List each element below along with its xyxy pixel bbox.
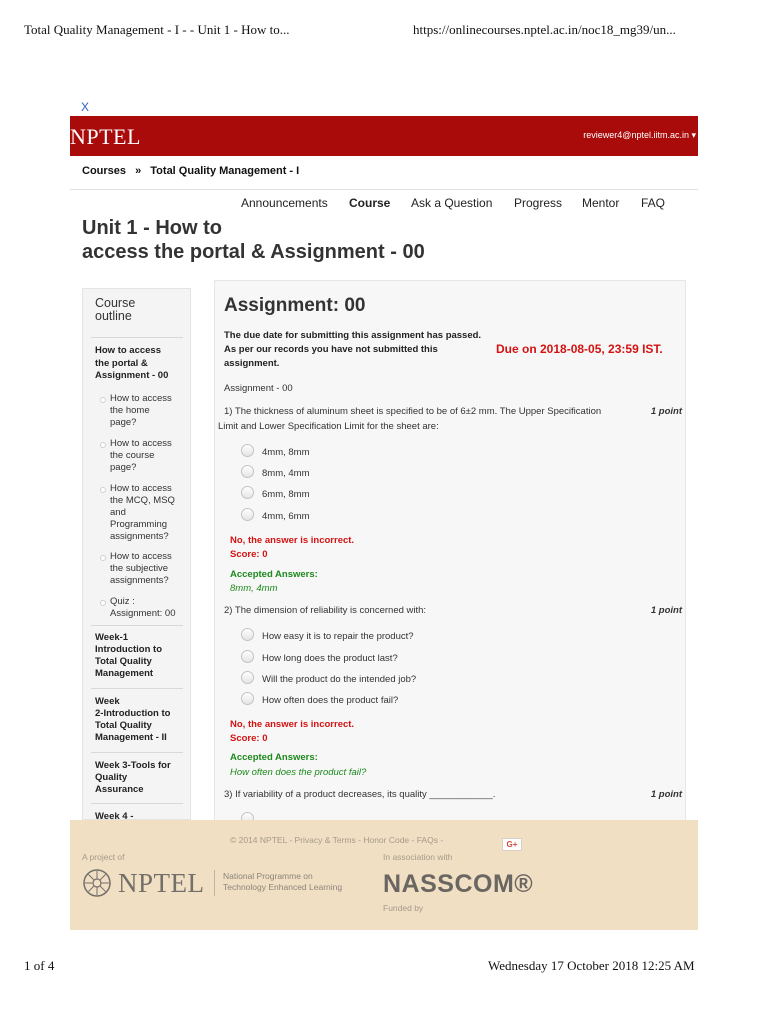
question-1-text: [218, 405, 638, 434]
sidebar-item-week-3[interactable]: [95, 760, 171, 796]
sidebar-subitem-label: the home: [110, 405, 150, 416]
nav-mentor[interactable]: Mentor: [582, 196, 620, 210]
print-footer: [0, 958, 768, 978]
sidebar-item-label: Introduction to: [95, 644, 163, 655]
sidebar-subitem-label: How to access: [110, 551, 172, 562]
sidebar-subitem-label: page?: [110, 462, 137, 473]
radio-button[interactable]: [241, 444, 254, 457]
question-2-text: [218, 604, 638, 619]
sidebar-item-week-2[interactable]: [95, 696, 170, 744]
incomplete-dot-icon: [100, 555, 106, 561]
radio-button[interactable]: [241, 692, 254, 705]
question-3-points: 1 point: [650, 789, 682, 800]
sidebar-item-label: Week 3-Tools for: [95, 760, 171, 771]
question-2-accepted-answer: How often does the product fail?: [230, 767, 367, 778]
nptel-logo[interactable]: NPTEL: [70, 124, 141, 149]
question-text-line: Limit and Lower Specification Limit for the sheet are:: [218, 420, 439, 432]
nptel-footer-logo: NPTEL: [118, 868, 205, 898]
radio-button[interactable]: [241, 465, 254, 478]
sidebar-subitem-label: the subjective: [110, 563, 169, 574]
footer-links[interactable]: © 2014 NPTEL - Privacy & Terms - Honor Code - FAQs -: [230, 835, 444, 845]
sidebar-subitem-mcq-assignments[interactable]: [110, 483, 175, 543]
incomplete-dot-icon: [100, 397, 106, 403]
programme-name-line: National Programme on: [223, 871, 313, 881]
nav-faq[interactable]: FAQ: [641, 196, 666, 210]
nasscom-logo: NASSCOM®: [383, 870, 534, 898]
google-plus-icon[interactable]: G+: [502, 838, 522, 851]
nav-announcements[interactable]: Announcements: [241, 196, 328, 210]
sidebar-item-week-4[interactable]: [95, 811, 133, 820]
sidebar-subitem-home-page[interactable]: [110, 393, 172, 429]
assignment-label: Assignment - 00: [224, 383, 293, 394]
sidebar-subitem-label: the course: [110, 450, 155, 461]
sidebar-item-label: Week-1: [95, 632, 129, 643]
radio-button[interactable]: [241, 628, 254, 641]
option-label: Will the product do the intended job?: [262, 674, 417, 685]
print-header: [0, 22, 768, 42]
sidebar-subitem-label: the MCQ, MSQ: [110, 495, 175, 506]
breadcrumb-separator: »: [135, 165, 142, 177]
site-header: [70, 116, 698, 156]
sidebar-item-label: How to access: [95, 345, 161, 356]
sidebar-subitem-label: Assignment: 00: [110, 608, 176, 619]
assignment-title: Assignment: 00: [224, 295, 366, 316]
sidebar-divider: [91, 688, 183, 689]
incomplete-dot-icon: [100, 487, 106, 493]
notice-line: The due date for submitting this assignment has passed.: [224, 330, 482, 341]
due-date: Due on 2018-08-05, 23:59 IST.: [496, 342, 663, 356]
sidebar-item-label: Week 4 -: [95, 811, 134, 820]
question-text-line: 2) The dimension of reliability is concerned with:: [224, 605, 427, 616]
nav-progress[interactable]: Progress: [514, 196, 563, 210]
sidebar-item-label: Management - II: [95, 732, 167, 743]
question-text-line: 1) The thickness of aluminum sheet is specified to be of 6±2 mm. The Upper Specification: [224, 406, 602, 417]
assignment-panel: [214, 280, 686, 825]
sidebar-subitem-label: Programming: [110, 519, 168, 530]
sidebar-subitem-label: Quiz :: [110, 596, 135, 607]
sidebar-item-label: Total Quality: [95, 656, 152, 667]
project-of-label: A project of: [82, 852, 125, 862]
radio-button[interactable]: [241, 486, 254, 499]
course-outline-heading-line: Course: [95, 296, 136, 310]
page-title-line: Unit 1 - How to: [82, 217, 222, 239]
course-outline-heading: [95, 297, 135, 323]
breadcrumb: [82, 165, 299, 177]
question-1-accepted-label: Accepted Answers:: [230, 569, 318, 580]
nav-ask-question[interactable]: Ask a Question: [411, 196, 493, 210]
question-text-line: 3) If variability of a product decreases, its quality ____________.: [224, 789, 496, 800]
print-page-title: Total Quality Management - I - - Unit 1 - How to...: [24, 22, 290, 37]
option-label: 4mm, 6mm: [262, 511, 310, 522]
question-3-text: [218, 788, 638, 803]
radio-button[interactable]: [241, 508, 254, 521]
radio-button[interactable]: [241, 671, 254, 684]
option-label: 4mm, 8mm: [262, 447, 310, 458]
close-link[interactable]: X: [81, 100, 90, 114]
page-title-line: access the portal & Assignment - 00: [82, 241, 425, 263]
site-footer: [70, 820, 698, 930]
breadcrumb-courses[interactable]: Courses: [82, 165, 127, 177]
sidebar-item-label: Quality: [95, 772, 128, 783]
notice-line: assignment.: [224, 358, 280, 369]
print-page-url: https://onlinecourses.nptel.ac.in/noc18_mg39/un...: [413, 22, 676, 37]
sidebar-subitem-label: How to access: [110, 483, 172, 494]
association-label: In association with: [383, 852, 453, 862]
sidebar-subitem-label: How to access: [110, 438, 172, 449]
option-label: How long does the product last?: [262, 653, 398, 664]
sidebar-divider: [91, 752, 183, 753]
sidebar-item-label: Week: [95, 696, 120, 707]
radio-button[interactable]: [241, 650, 254, 663]
breadcrumb-divider: [70, 189, 698, 190]
sidebar-item-label: 2-Introduction to: [95, 708, 171, 719]
nptel-emblem-icon: [82, 868, 112, 898]
option-label: How easy it is to repair the product?: [262, 631, 414, 642]
option-label: 8mm, 4mm: [262, 468, 310, 479]
notice-line: As per our records you have not submitted this: [224, 344, 438, 355]
sidebar-subitem-subjective-assignments[interactable]: [110, 551, 172, 587]
sidebar-subitem-label: assignments?: [110, 531, 169, 542]
page-title: [82, 216, 562, 264]
programme-name: [223, 871, 342, 893]
course-outline-sidebar: [82, 288, 191, 820]
question-2-accepted-label: Accepted Answers:: [230, 752, 318, 763]
print-date: Wednesday 17 October 2018 12:25 AM: [488, 958, 695, 973]
sidebar-subitem-label: How to access: [110, 393, 172, 404]
incomplete-dot-icon: [100, 600, 106, 606]
question-2-score: Score: 0: [230, 733, 268, 744]
print-page-number: 1 of 4: [24, 958, 55, 973]
footer-logo-divider: [214, 870, 215, 896]
sidebar-subitem-course-page[interactable]: [110, 438, 172, 474]
sidebar-item-label: Management: [95, 668, 154, 679]
funded-by-label: Funded by: [383, 903, 424, 913]
sidebar-item-label: Assignment - 00: [95, 370, 169, 381]
sidebar-subitem-label: and: [110, 507, 126, 518]
sidebar-item-label: Assurance: [95, 784, 144, 795]
sidebar-subitem-label: assignments?: [110, 575, 169, 586]
question-2-feedback: No, the answer is incorrect.: [230, 719, 355, 730]
question-1-accepted-answer: 8mm, 4mm: [230, 583, 278, 594]
breadcrumb-course[interactable]: Total Quality Management - I: [150, 165, 300, 177]
question-1-feedback: No, the answer is incorrect.: [230, 535, 355, 546]
question-2-points: 1 point: [650, 605, 682, 616]
programme-name-line: Technology Enhanced Learning: [223, 882, 343, 892]
sidebar-divider: [91, 625, 183, 626]
option-label: How often does the product fail?: [262, 695, 399, 706]
course-outline-heading-line: outline: [95, 309, 132, 323]
sidebar-item-label: the portal &: [95, 357, 148, 369]
nav-course[interactable]: Course: [349, 196, 391, 210]
sidebar-item-week-1[interactable]: [95, 632, 162, 680]
sidebar-item-label: Total Quality: [95, 720, 152, 731]
sidebar-subitem-label: page?: [110, 417, 137, 428]
user-menu[interactable]: reviewer4@nptel.iitm.ac.in ▾: [583, 130, 696, 140]
incomplete-dot-icon: [100, 442, 106, 448]
sidebar-divider: [91, 803, 183, 804]
option-label: 6mm, 8mm: [262, 489, 310, 500]
question-1-score: Score: 0: [230, 549, 268, 560]
due-date-notice: [224, 329, 494, 371]
question-1-points: 1 point: [650, 406, 682, 417]
sidebar-divider: [91, 337, 183, 338]
sidebar-subitem-quiz-assignment-00[interactable]: [110, 596, 175, 620]
sidebar-item-unit-1[interactable]: [95, 345, 168, 383]
